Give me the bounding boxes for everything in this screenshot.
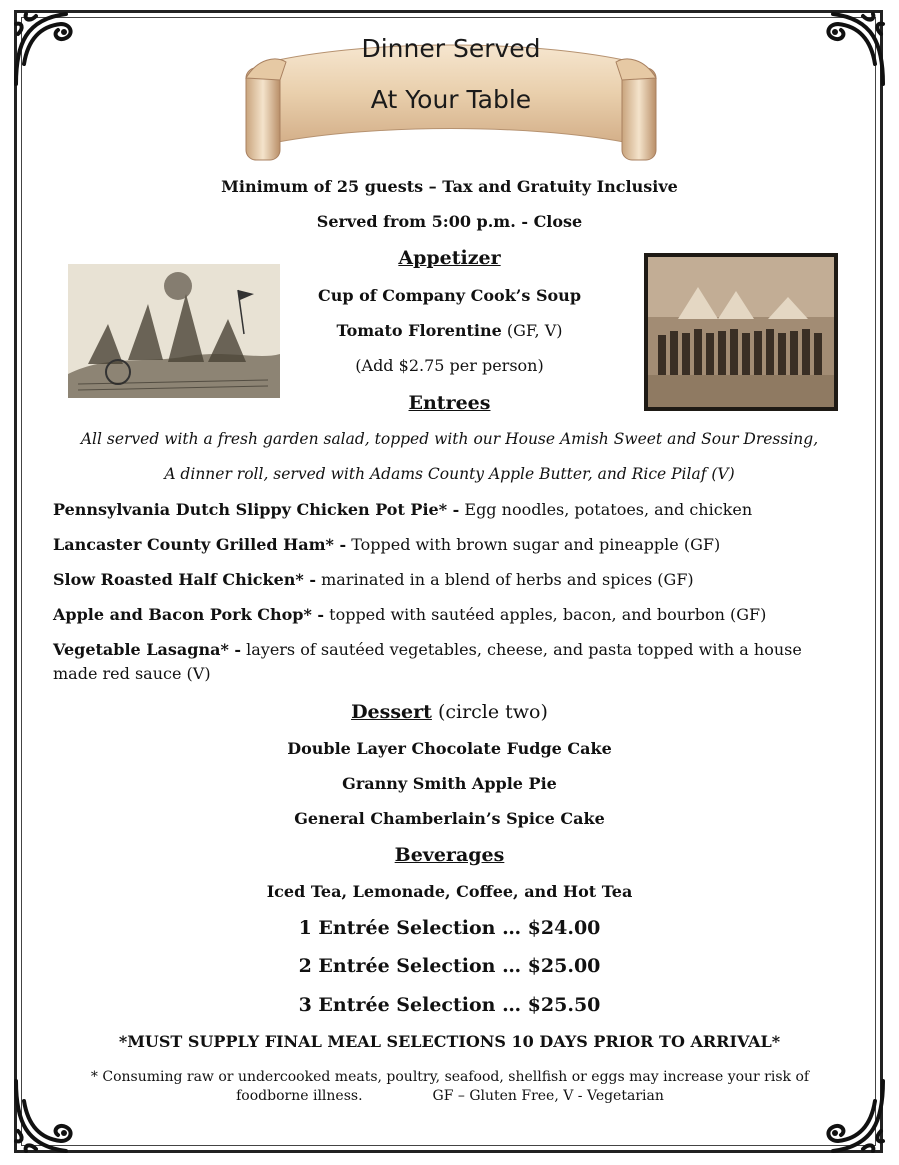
warning-line1: * Consuming raw or undercooked meats, poultry, seafood, shellfish or eggs may increase your risk of <box>90 1069 810 1085</box>
entrees-intro-line2: A dinner roll, served with Adams County Apple Butter, and Rice Pilaf (V) <box>164 465 735 483</box>
minimum-guests-note: Minimum of 25 guests – Tax and Gratuity Inclusive <box>221 177 678 196</box>
dessert-item: General Chamberlain’s Spice Cake <box>294 809 605 828</box>
dessert-heading-note: (circle two) <box>431 701 548 723</box>
banner-title-line1: Dinner Served <box>361 34 541 63</box>
dessert-item: Double Layer Chocolate Fudge Cake <box>287 739 612 758</box>
dietary-legend: GF – Gluten Free, V - Vegetarian <box>432 1088 664 1104</box>
dessert-heading: Dessert <box>351 701 432 723</box>
appetizer-item-tomato-name: Tomato Florentine <box>336 321 502 340</box>
banner-title-line2: At Your Table <box>370 85 532 114</box>
appetizer-item-soup: Cup of Company Cook’s Soup <box>318 286 581 305</box>
entree-description: marinated in a blend of herbs and spices (GF) <box>316 570 694 589</box>
entrees-intro-line1: All served with a fresh garden salad, topped with our House Amish Sweet and Sour Dressing, <box>80 430 819 448</box>
entree-name: Vegetable Lasagna* - <box>53 640 242 659</box>
final-selection-notice: *MUST SUPPLY FINAL MEAL SELECTIONS 10 DAYS PRIOR TO ARRIVAL* <box>118 1032 781 1051</box>
appetizer-item-tomato <box>0 321 899 340</box>
price-option: 1 Entrée Selection … $24.00 <box>298 917 601 939</box>
dessert-heading-line <box>0 701 899 723</box>
appetizer-item-tomato-tags: (GF, V) <box>501 321 563 340</box>
entree-item <box>53 568 843 592</box>
dessert-item: Granny Smith Apple Pie <box>342 774 557 793</box>
price-option: 2 Entrée Selection … $25.00 <box>298 955 601 977</box>
corner-ornament-icon <box>803 4 893 94</box>
entree-description: Topped with brown sugar and pineapple (GF) <box>346 535 721 554</box>
consumption-warning <box>60 1068 840 1106</box>
corner-ornament-icon <box>6 4 96 94</box>
entree-name: Apple and Bacon Pork Chop* - <box>53 605 325 624</box>
entree-description: layers of sautéed vegetables, cheese, and pasta topped with a house made red sauce (V) <box>53 640 802 683</box>
entree-item <box>53 603 843 627</box>
beverages-heading: Beverages <box>394 844 505 866</box>
entree-name: Slow Roasted Half Chicken* - <box>53 570 316 589</box>
price-option: 3 Entrée Selection … $25.50 <box>298 994 601 1016</box>
entree-description: Egg noodles, potatoes, and chicken <box>459 500 753 519</box>
warning-line2: foodborne illness. <box>236 1088 363 1104</box>
entree-name: Pennsylvania Dutch Slippy Chicken Pot Pie* - <box>53 500 460 519</box>
entree-item <box>53 498 843 522</box>
appetizer-heading: Appetizer <box>398 247 501 269</box>
service-hours: Served from 5:00 p.m. - Close <box>316 212 583 231</box>
entree-name: Lancaster County Grilled Ham* - <box>53 535 347 554</box>
entree-description: topped with sautéed apples, bacon, and bourbon (GF) <box>324 605 767 624</box>
appetizer-price-note: (Add $2.75 per person) <box>355 356 544 375</box>
beverages-list: Iced Tea, Lemonade, Coffee, and Hot Tea <box>266 882 633 901</box>
entree-item <box>53 638 843 686</box>
entree-item <box>53 533 843 557</box>
entrees-heading: Entrees <box>408 392 491 414</box>
